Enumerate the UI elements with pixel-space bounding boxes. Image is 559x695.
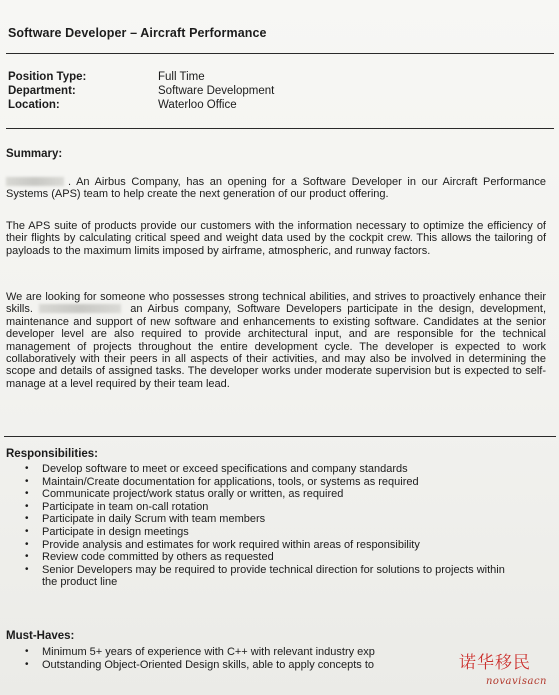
watermark-logo <box>415 651 555 691</box>
list-item-text: Participate in team on-call rotation <box>42 500 209 513</box>
redacted-company-name <box>39 304 121 313</box>
bullet-icon: • <box>25 475 29 487</box>
list-item <box>6 476 506 489</box>
list-item <box>6 551 506 564</box>
list-item <box>6 488 506 501</box>
list-item-text: Minimum 5+ years of experience with C++ with relevant industry exp <box>42 646 375 658</box>
list-item <box>6 463 506 476</box>
list-item <box>6 513 506 526</box>
watermark-cn: 诺华移民 <box>459 653 531 673</box>
summary-p1-text: . An Airbus Company, has an opening for a Software Developer in our Aircraft Performance Systems (APS) team to help create the next generation of our product offering. <box>6 176 546 201</box>
divider-top <box>6 53 554 54</box>
summary-heading: Summary: <box>6 148 63 160</box>
summary-paragraph-3 <box>6 291 546 390</box>
bullet-icon: • <box>25 646 29 657</box>
summary-paragraph-1 <box>6 176 546 201</box>
summary-paragraph-2: The APS suite of products provide our customers with the information necessary to optimize the efficiency of their flights by calculating critical speed and weight data used by the cockpit crew. This allows the tailoring of payloads to the maximum limits imposed by airframe, atmospheric, and runway factors. <box>6 220 546 257</box>
list-item <box>6 501 506 514</box>
bullet-icon: • <box>25 463 29 474</box>
meta-value: Waterloo Office <box>158 99 237 111</box>
meta-key: Location: <box>8 99 60 111</box>
meta-value: Software Development <box>158 85 275 97</box>
meta-row-location <box>8 98 274 112</box>
summary-p3a-text: We are looking for someone who possesses strong technical abilities, and strives to proactively enhance their skills. <box>6 291 546 316</box>
watermark-en: novavisacn <box>485 676 547 687</box>
list-item-text: Maintain/Create documentation for applications, tools, or systems as required <box>42 475 419 488</box>
bullet-icon: • <box>25 513 29 525</box>
bullet-icon: • <box>25 658 29 670</box>
list-item-text: Provide analysis and estimates for work required within areas of responsibility <box>42 538 420 551</box>
meta-value: Full Time <box>158 71 205 83</box>
list-item-text: Review code committed by others as requested <box>42 551 274 564</box>
list-item-text: Develop software to meet or exceed specifications and company standards <box>42 463 408 475</box>
list-item <box>6 526 506 539</box>
list-item-text: Participate in daily Scrum with team members <box>42 513 266 526</box>
must-haves-heading: Must-Haves: <box>6 630 75 642</box>
list-item <box>6 564 506 589</box>
job-meta <box>8 70 274 112</box>
responsibilities-list <box>6 463 506 589</box>
bullet-icon: • <box>25 563 29 575</box>
summary-p3b-text: an Airbus company, Software Developers participate in the design, development, maintenance and support of new software and enhancements to existing software. Candidates at the senior developer level are also required to provide architectural input, and are responsible for the technical management of projects throughout the entire development cycle. The developer is expected to work collaboratively with their peers in all aspects of their activities, and may also be involved in determining the scope and details of assigned tasks. The developer works under moderate supervision but is expected to self-manage at a level required by their team lead. <box>6 303 547 390</box>
bullet-icon: • <box>25 488 29 500</box>
bullet-icon: • <box>25 551 29 563</box>
responsibilities-heading: Responsibilities: <box>6 448 99 460</box>
list-item-text: Participate in design meetings <box>42 525 189 538</box>
list-item-text: Senior Developers may be required to provide technical direction for solutions to projects within the product line <box>42 563 505 589</box>
bullet-icon: • <box>25 525 29 537</box>
meta-key: Department: <box>8 85 76 97</box>
divider-summary <box>4 436 556 437</box>
bullet-icon: • <box>25 538 29 550</box>
meta-row-department <box>8 84 274 98</box>
job-title: Software Developer – Aircraft Performance <box>8 26 267 40</box>
meta-row-position-type <box>8 70 274 84</box>
divider-meta <box>6 128 554 129</box>
list-item-text: Outstanding Object-Oriented Design skills, able to apply concepts to <box>42 658 375 671</box>
list-item-text: Communicate project/work status orally or written, as required <box>42 488 344 501</box>
bullet-icon: • <box>25 500 29 512</box>
meta-key: Position Type: <box>8 71 87 83</box>
list-item <box>6 539 506 552</box>
redacted-company-name <box>6 177 64 186</box>
